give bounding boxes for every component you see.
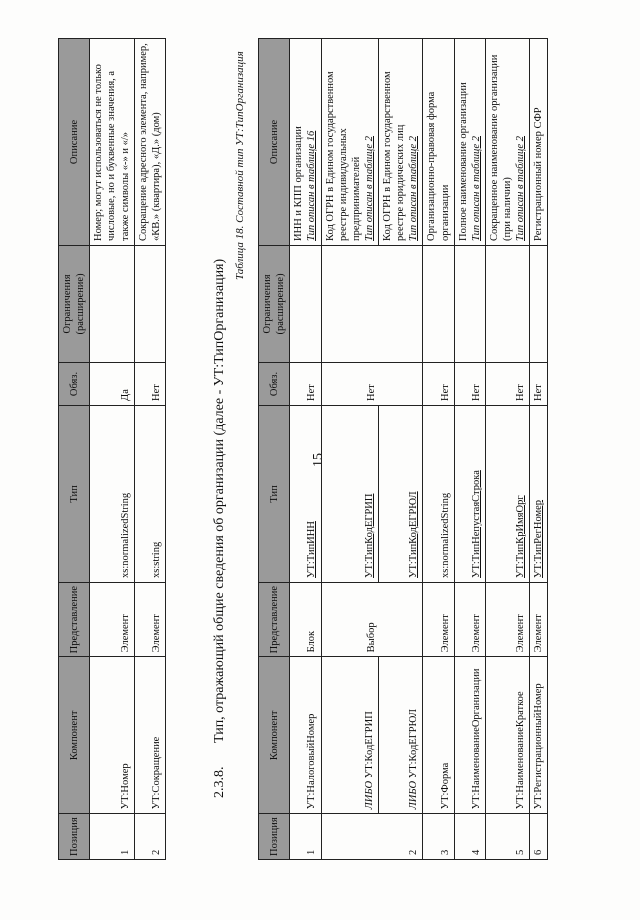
cell-position: 3	[423, 814, 454, 860]
cell-component	[321, 657, 379, 814]
choice-prefix: ЛИБО	[363, 780, 375, 810]
cell-position: 6	[530, 814, 548, 860]
cell-description	[485, 38, 529, 245]
table-row	[90, 38, 134, 859]
col-component: Компонент	[259, 657, 290, 814]
col-required: Обяз.	[59, 362, 90, 405]
cell-limits	[321, 245, 423, 362]
cell-limits	[423, 245, 454, 362]
cell-description: Организационно-правовая форма организации	[423, 38, 454, 245]
description-reference: Тип описан в таблице 2	[408, 135, 420, 241]
description-reference: Тип описан в таблице 2	[515, 135, 527, 241]
cell-required: Нет	[454, 362, 485, 405]
cell-representation: Элемент	[90, 582, 134, 656]
cell-position: 4	[454, 814, 485, 860]
cell-type: УТ:ТипНепустаяСтрока	[454, 405, 485, 582]
cell-type: УТ:ТипРегНомер	[530, 405, 548, 582]
cell-representation: Элемент	[454, 582, 485, 656]
choice-component: УТ:КодЕГРИП	[363, 711, 375, 779]
table-row	[454, 38, 485, 859]
cell-representation: Элемент	[134, 582, 165, 656]
description-reference: Тип описан в таблице 2	[470, 135, 482, 241]
cell-limits	[90, 245, 134, 362]
section-heading	[212, 259, 228, 798]
table-address-components	[58, 38, 166, 860]
table-header-row	[59, 38, 90, 859]
cell-position: 2	[134, 814, 165, 860]
cell-type: УТ:ТипКодЕГРЮЛ	[379, 405, 423, 582]
description-reference: Тип описан в таблице 16	[306, 130, 318, 241]
table-row-choice-a	[321, 38, 379, 859]
cell-position: 5	[485, 814, 529, 860]
cell-component: УТ:Номер	[90, 657, 134, 814]
cell-representation: Элемент	[423, 582, 454, 656]
cell-type: УТ:ТипКодЕГРИП	[321, 405, 379, 582]
cell-representation: Выбор	[321, 582, 423, 656]
cell-type: УТ:ТипКрИмяОрг	[485, 405, 529, 582]
col-representation: Представление	[259, 582, 290, 656]
cell-component: УТ:РегистрационныйНомер	[530, 657, 548, 814]
section-title: Тип, отражающий общие сведения об организации (далее - УТ:ТипОрганизация)	[212, 258, 227, 743]
table-row	[423, 38, 454, 859]
cell-type: УТ:ТипИНН	[290, 405, 321, 582]
table-row	[530, 38, 548, 859]
cell-component: УТ:Форма	[423, 657, 454, 814]
cell-component	[379, 657, 423, 814]
cell-component: УТ:НаименованиеОрганизации	[454, 657, 485, 814]
choice-component: УТ:КодЕГРЮЛ	[408, 708, 420, 779]
cell-component: УТ:Сокращение	[134, 657, 165, 814]
col-position: Позиция	[259, 814, 290, 860]
page-number: 15	[311, 453, 326, 467]
table-row	[485, 38, 529, 859]
cell-position: 2	[321, 814, 423, 860]
cell-required: Нет	[423, 362, 454, 405]
col-description: Описание	[59, 38, 90, 245]
description-text: Код ОГРН в Едином государственном реестре индивидуальных предпринимателей	[324, 71, 362, 241]
description-text: Сокращенное наименование организации (при наличии)	[488, 54, 513, 241]
cell-representation: Блок	[290, 582, 321, 656]
description-text: ИНН и КПП организации	[293, 126, 305, 241]
description-text: Код ОГРН в Едином государственном реестре юридических лиц	[382, 71, 407, 241]
col-component: Компонент	[59, 657, 90, 814]
cell-limits	[454, 245, 485, 362]
cell-required: Нет	[321, 362, 423, 405]
table-header-row	[259, 38, 290, 859]
cell-position: 1	[290, 814, 321, 860]
table-row	[290, 38, 321, 859]
col-required: Обяз.	[259, 362, 290, 405]
col-position: Позиция	[59, 814, 90, 860]
col-type: Тип	[59, 405, 90, 582]
table-organization-type	[258, 38, 548, 860]
cell-component: УТ:НалоговыйНомер	[290, 657, 321, 814]
cell-position: 1	[90, 814, 134, 860]
cell-required: Нет	[290, 362, 321, 405]
table-row-choice-b	[379, 38, 423, 859]
choice-prefix: ЛИБО	[408, 780, 420, 810]
cell-description	[379, 38, 423, 245]
col-type: Тип	[259, 405, 290, 582]
cell-required: Нет	[134, 362, 165, 405]
col-description: Описание	[259, 38, 290, 245]
cell-required: Нет	[530, 362, 548, 405]
cell-type: xs:string	[134, 405, 165, 582]
cell-limits	[485, 245, 529, 362]
description-reference: Тип описан в таблице 2	[363, 135, 375, 241]
cell-required: Да	[90, 362, 134, 405]
cell-component: УТ:НаименованиеКраткое	[485, 657, 529, 814]
cell-limits	[134, 245, 165, 362]
col-limits: Ограничения (расширение)	[59, 245, 90, 362]
table-row	[134, 38, 165, 859]
cell-type: xs:normalizedString	[90, 405, 134, 582]
section-number: 2.3.8.	[212, 766, 227, 798]
cell-description: Сокращение адресного элемента, например, «КВ.» (квартира), «Д.» (дом)	[134, 38, 165, 245]
cell-limits	[290, 245, 321, 362]
table-caption: Таблица 18. Составной тип УТ:ТипОрганизация	[234, 51, 246, 280]
cell-required: Нет	[485, 362, 529, 405]
cell-description	[290, 38, 321, 245]
description-text: Полное наименование организации	[457, 82, 469, 241]
cell-representation: Элемент	[485, 582, 529, 656]
cell-description: Регистрационный номер СФР	[530, 38, 548, 245]
col-limits: Ограничения (расширение)	[259, 245, 290, 362]
cell-description	[454, 38, 485, 245]
cell-type: xs:normalizedString	[423, 405, 454, 582]
cell-representation: Элемент	[530, 582, 548, 656]
cell-description: Номер; могут использоваться не только числовые, но и буквенные значения, а также символы «-» и «/»	[90, 38, 134, 245]
col-representation: Представление	[59, 582, 90, 656]
cell-description	[321, 38, 379, 245]
cell-limits	[530, 245, 548, 362]
